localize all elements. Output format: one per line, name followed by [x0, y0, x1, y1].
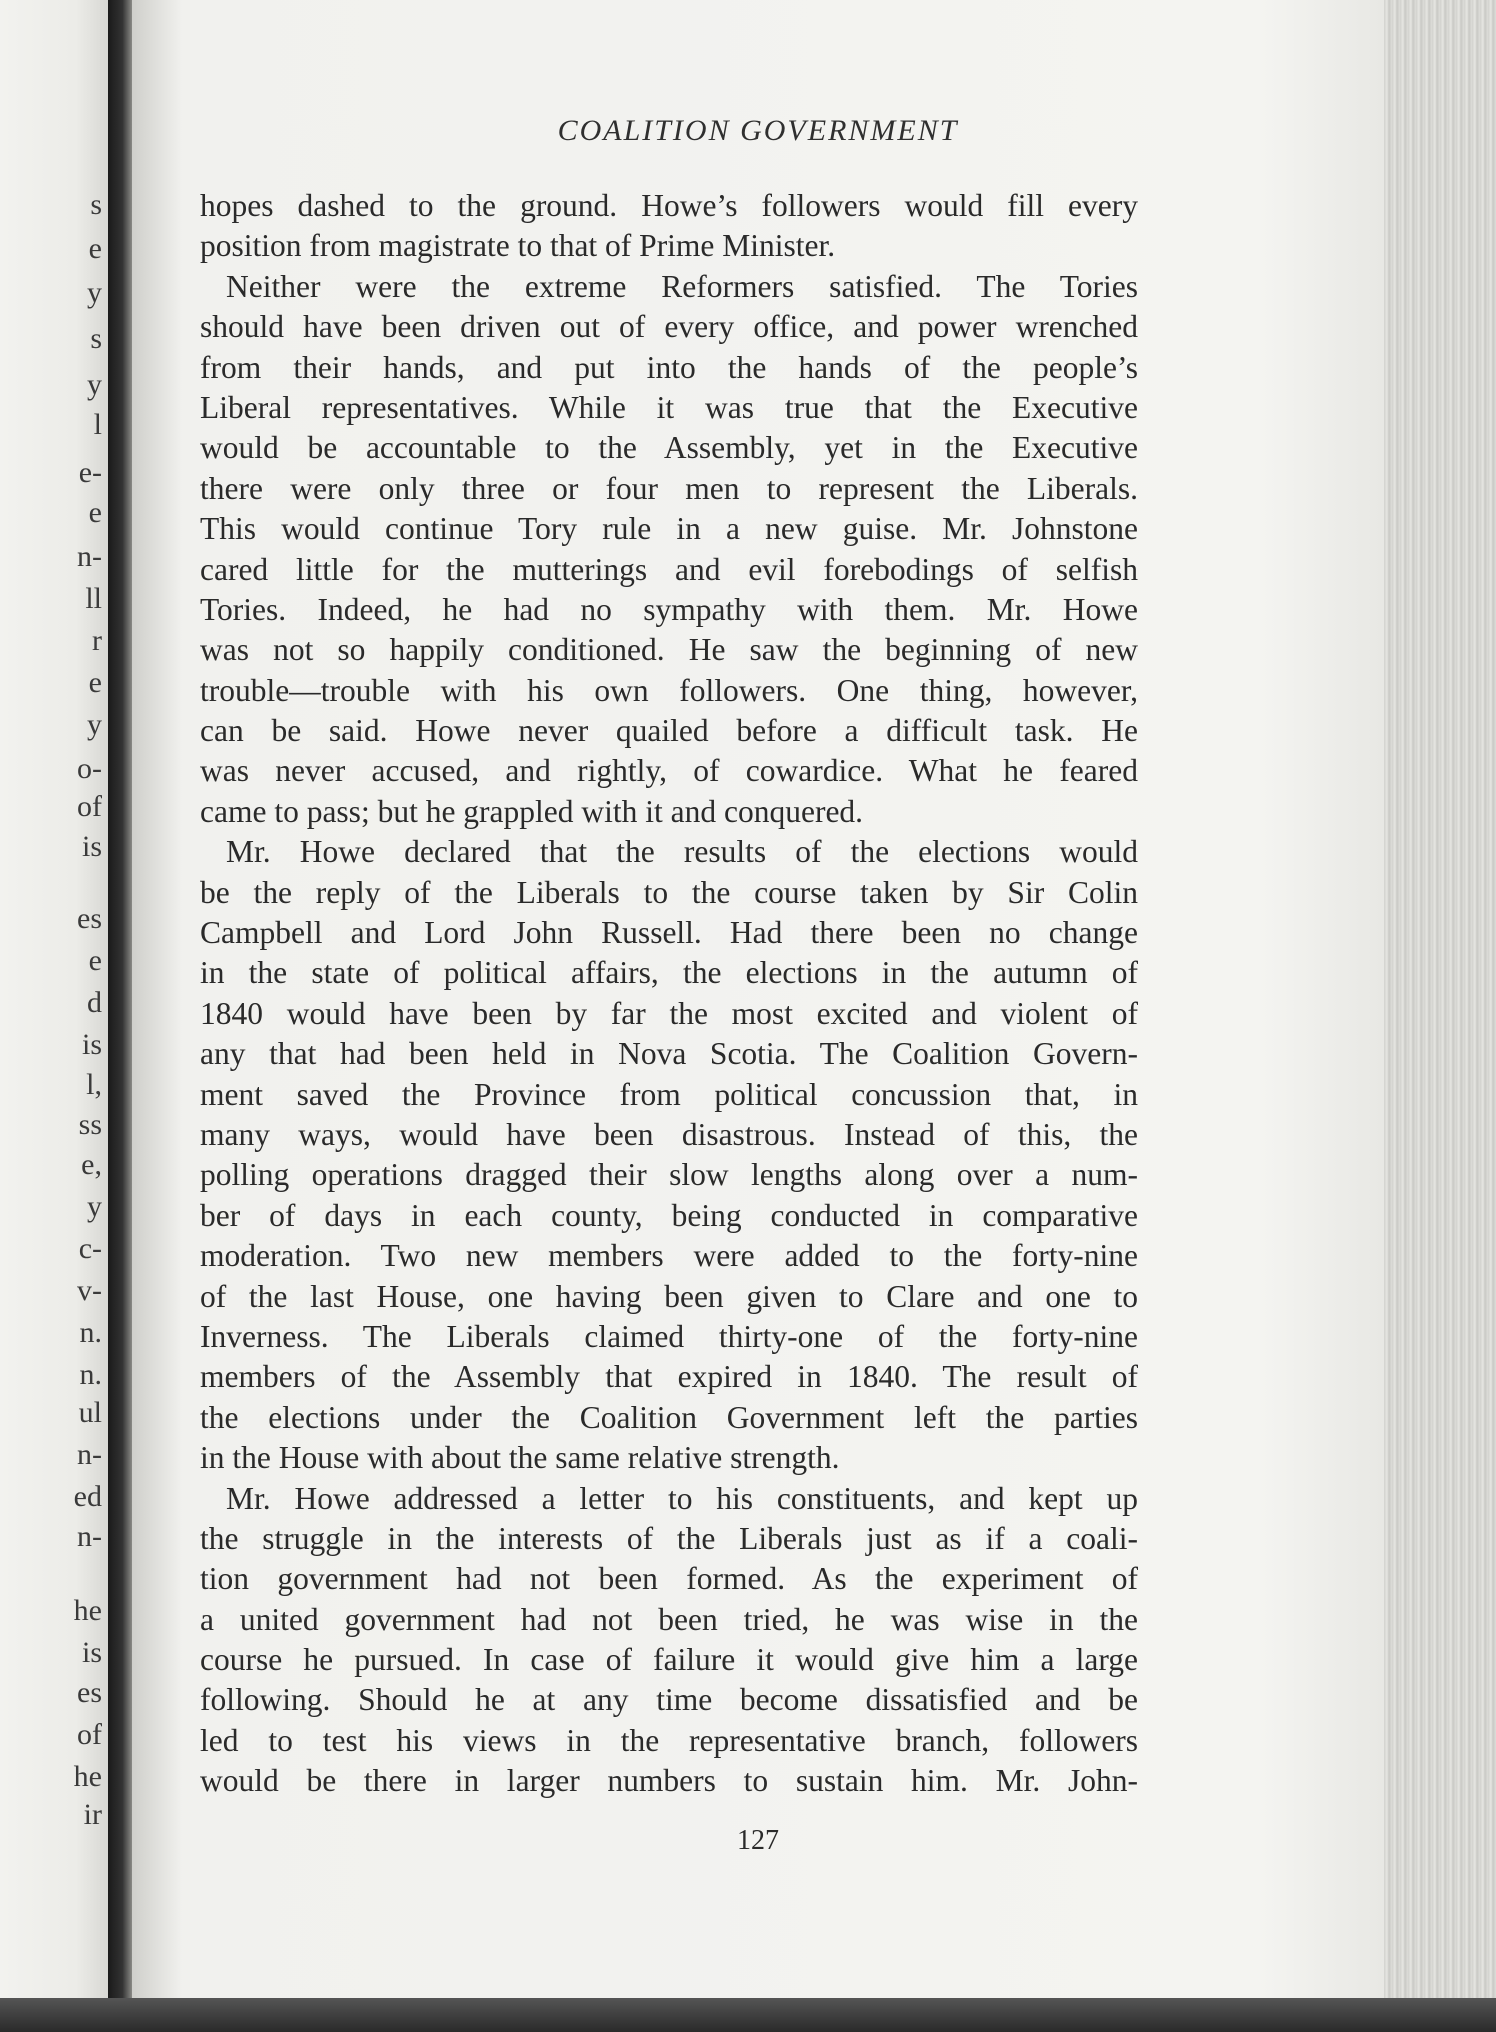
text-line: of the last House, one having been given to Clare and one to — [200, 1278, 1138, 1314]
facing-page-letter: ul — [78, 1396, 102, 1429]
facing-page-letter: ll — [85, 582, 102, 615]
running-head: COALITION GOVERNMENT — [557, 114, 959, 147]
text-line: This would continue Tory rule in a new guise. Mr. Johnstone — [200, 511, 1138, 547]
facing-page-letter: r — [92, 624, 102, 657]
text-line: ment saved the Province from political concussion that, in — [200, 1076, 1138, 1112]
facing-page-letter: ed — [73, 1480, 102, 1513]
facing-page-letter: n. — [79, 1316, 102, 1349]
facing-page-edge — [0, 0, 108, 2032]
facing-page-letter: n- — [77, 1520, 102, 1553]
text-line: led to test his views in the representative branch, followers — [200, 1722, 1138, 1758]
text-line: would be accountable to the Assembly, yet in the Executive — [200, 430, 1138, 466]
text-line: Inverness. The Liberals claimed thirty-one of the forty-nine — [200, 1318, 1138, 1354]
facing-page-letter: e, — [81, 1148, 102, 1181]
facing-page-letter: c- — [78, 1232, 102, 1265]
facing-page-letter: n. — [79, 1358, 102, 1391]
facing-page-letter: n- — [77, 1438, 102, 1471]
facing-page-letter: e — [88, 232, 102, 265]
facing-page-letter: e — [88, 944, 102, 977]
facing-page-letter: o- — [77, 752, 102, 785]
facing-page-letter: he — [73, 1760, 102, 1793]
text-line: from their hands, and put into the hands of the people’s — [200, 349, 1138, 385]
facing-page-letter: y — [87, 368, 102, 401]
text-line: the elections under the Coalition Government left the parties — [200, 1399, 1138, 1435]
text-line: ber of days in each county, being conducted in comparative — [200, 1197, 1138, 1233]
page-number: 127 — [737, 1825, 779, 1856]
facing-page-letter: y — [87, 1190, 102, 1223]
text-line: was not so happily conditioned. He saw the beginning of new — [200, 632, 1138, 668]
facing-page-letter: s — [90, 188, 102, 221]
facing-page-letter: es — [77, 902, 102, 935]
text-line: many ways, would have been disastrous. Instead of this, the — [200, 1116, 1138, 1152]
facing-page-letter: of — [77, 1718, 102, 1751]
text-line: trouble—trouble with his own followers. One thing, however, — [200, 672, 1138, 708]
facing-page-letter: es — [77, 1676, 102, 1709]
text-line: there were only three or four men to represent the Liberals. — [200, 470, 1138, 506]
facing-page-letter: he — [73, 1594, 102, 1627]
text-line: Campbell and Lord John Russell. Had there been no change — [200, 915, 1138, 951]
scan-bottom-edge — [0, 1998, 1496, 2032]
text-line: tion government had not been formed. As the experiment of — [200, 1561, 1138, 1597]
text-line: position from magistrate to that of Prime Minister. — [200, 228, 836, 264]
text-line: Neither were the extreme Reformers satisfied. The Tories — [226, 268, 1138, 304]
text-line: moderation. Two new members were added to the forty-nine — [200, 1238, 1138, 1274]
text-line: Liberal representatives. While it was true that the Executive — [200, 389, 1138, 425]
text-line: Mr. Howe declared that the results of the elections would — [226, 834, 1138, 870]
text-line: in the state of political affairs, the elections in the autumn of — [200, 955, 1138, 991]
text-line: in the House with about the same relative strength. — [200, 1440, 840, 1476]
text-line: Tories. Indeed, he had no sympathy with them. Mr. Howe — [200, 591, 1138, 627]
text-line: any that had been held in Nova Scotia. The Coalition Govern- — [200, 1036, 1138, 1072]
facing-page-letter: ss — [78, 1108, 102, 1141]
facing-page-letter: n- — [77, 540, 102, 573]
text-line: course he pursued. In case of failure it would give him a large — [200, 1642, 1138, 1678]
book-page — [132, 0, 1384, 2032]
text-line: Mr. Howe addressed a letter to his constituents, and kept up — [226, 1480, 1138, 1516]
facing-page-letter: e — [88, 666, 102, 699]
facing-page-letter: is — [81, 1028, 102, 1061]
text-line: cared little for the mutterings and evil forebodings of selfish — [200, 551, 1138, 587]
facing-page-letter: l — [93, 408, 102, 441]
body-text — [200, 186, 1138, 1802]
text-line: can be said. Howe never quailed before a difficult task. He — [200, 713, 1138, 749]
facing-page-letter: s — [90, 322, 102, 355]
text-line: be the reply of the Liberals to the course taken by Sir Colin — [200, 874, 1138, 910]
facing-page-letter: e- — [78, 456, 102, 489]
text-line: came to pass; but he grappled with it and conquered. — [200, 793, 864, 829]
facing-page-letter: y — [87, 708, 102, 741]
text-line: hopes dashed to the ground. Howe’s followers would fill every — [200, 188, 1138, 223]
page-stack-edges — [1384, 0, 1496, 2032]
facing-page-letter: l, — [86, 1068, 102, 1101]
text-line: 1840 would have been by far the most excited and violent of — [200, 995, 1138, 1031]
facing-page-letter: is — [81, 1636, 102, 1669]
facing-page-letter: v- — [77, 1274, 102, 1307]
facing-page-letter: d — [87, 986, 102, 1019]
text-line: would be there in larger numbers to sustain him. Mr. John- — [200, 1763, 1138, 1799]
text-line: was never accused, and rightly, of cowardice. What he feared — [200, 753, 1138, 789]
facing-page-letter: e — [88, 496, 102, 529]
text-line: a united government had not been tried, he was wise in the — [200, 1601, 1138, 1637]
text-line: following. Should he at any time become dissatisfied and be — [200, 1682, 1138, 1718]
facing-page-letter: ir — [83, 1798, 102, 1831]
book-gutter — [108, 0, 132, 2032]
text-line: the struggle in the interests of the Liberals just as if a coali- — [200, 1520, 1138, 1556]
facing-page-letter: y — [87, 276, 102, 309]
text-line: members of the Assembly that expired in 1840. The result of — [200, 1359, 1138, 1395]
facing-page-letter: is — [81, 830, 102, 863]
text-line: should have been driven out of every office, and power wrenched — [200, 309, 1138, 345]
facing-page-letter: of — [77, 790, 102, 823]
text-line: polling operations dragged their slow lengths along over a num- — [200, 1157, 1138, 1193]
